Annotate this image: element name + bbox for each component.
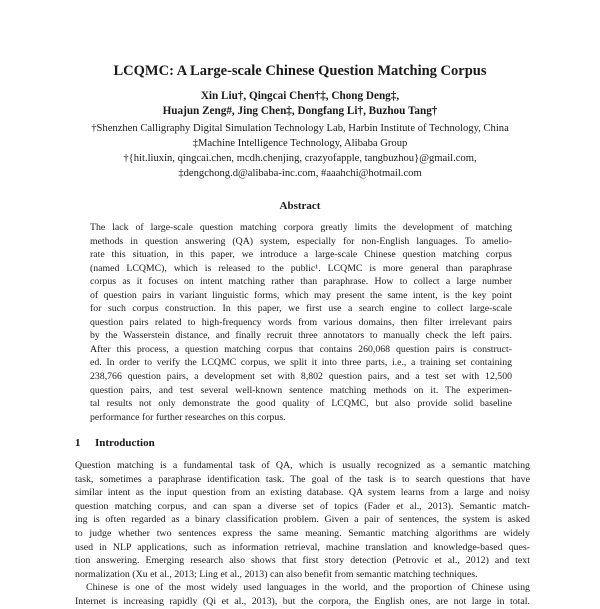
abstract-line: question pairs related to high-frequency words from various domains, then filter irrelevant pairs (90, 316, 512, 328)
abstract-line: by the Wasserstein distance, and finally recruit three annotators to manually check the left pairs. (90, 330, 512, 342)
intro-line: to judge whether two sentences express the same meaning. Semantic matching algorithms are widely (75, 527, 530, 539)
intro-line: Chinese is one of the most widely used languages in the world, and the proportion of Chinese using (86, 582, 530, 594)
abstract-body (90, 221, 512, 424)
abstract-line: The lack of large-scale question matching corpora greatly limits the development of matching (90, 222, 512, 233)
abstract-line: methods in question answering (QA) system, especially for non-English languages. To amelio- (90, 235, 512, 247)
intro-line: Question matching is a fundamental task of QA, which is usually recognized as a semantic matching (75, 460, 530, 471)
author-line: Huajun Zeng#, Jing Chen‡, Dongfang Li†, Buzhou Tang† (162, 105, 438, 117)
abstract-line: tal results not only demonstrate the good quality of LCQMC, but also provide solid baseline (90, 398, 512, 410)
intro-line: similar intent as the input question from an existing database. QA system learns from a large and noisy (75, 487, 530, 499)
author-line: Xin Liu†, Qingcai Chen†‡, Chong Deng‡, (200, 90, 400, 102)
abstract-line: ed. In order to verify the LCQMC corpus, we split it into three parts, i.e., a training set containing (90, 357, 512, 369)
abstract-line: (named LCQMC), which is released to the public¹. LCQMC is more general than paraphrase (90, 262, 512, 274)
abstract-line: After this process, a question matching corpus that contains 260,068 question pairs is construct- (90, 343, 512, 355)
section-title: Introduction (95, 437, 155, 449)
section-number: 1 (75, 437, 81, 449)
affiliation-line: ‡dengchong.d@alibaba-inc.com, #aaahchi@hotmail.com (178, 168, 422, 179)
section-heading (75, 437, 155, 449)
intro-line: used in NLP applications, such as information retrieval, machine translation and knowledge-based ques- (75, 541, 530, 553)
introduction-body (75, 459, 530, 609)
abstract-line: of question pairs in variant linguistic forms, which may present the same intent, is the key point (90, 289, 512, 301)
abstract-line: corpus as it focuses on intent matching rather than paraphrase. How to collect a large number (90, 276, 512, 288)
intro-line: Internet is increasing rapidly (Qi et al., 2013), but the corpora, the English ones, are not large in total. (75, 595, 530, 607)
paper-title: LCQMC: A Large-scale Chinese Question Matching Corpus (113, 63, 487, 79)
author-list (0, 89, 600, 119)
abstract-line: rate this situation, in this paper, we introduce a large-scale Chinese question matching corpus (90, 249, 512, 261)
affiliation-line: †{hit.liuxin, qingcai.chen, mcdh.chenjing, crazyofapple, tangbuzhou}@gmail.com, (123, 153, 477, 164)
intro-line: normalization (Xu et al., 2013; Ling et al., 2013) can also benefit from semantic matching techniques. (75, 568, 478, 580)
affiliation-line: †Shenzhen Calligraphy Digital Simulation Technology Lab, Harbin Institute of Technology, China (91, 123, 509, 134)
intro-line: ing is often regarded as a binary classification problem. Given a pair of sentences, the system is asked (75, 514, 530, 526)
abstract-line: performance for further researches on this corpus. (90, 411, 286, 423)
affiliation-line: ‡Machine Intelligence Technology, Alibaba Group (192, 138, 408, 149)
intro-line: task, sometimes a paraphrase identification task. The goal of the task is to search questions that have (75, 473, 530, 485)
abstract-line: question pairs, and test several well-known sentence matching methods on it. The experimen- (90, 384, 512, 396)
abstract-line: for such corpus construction. In this paper, we first use a search engine to collect large-scale (90, 303, 512, 315)
intro-line: tion answering. Emerging research also shows that first story detection (Petrovic et al., 2012) and text (75, 555, 530, 567)
abstract-line: 238,766 question pairs, a development set with 8,802 question pairs, and a test set with 12,500 (90, 371, 512, 383)
affiliations (0, 121, 600, 181)
intro-line: question matching corpus, and can span a diverse set of topics (Fader et al., 2013). Semantic match- (75, 500, 530, 512)
abstract-heading: Abstract (279, 200, 321, 212)
